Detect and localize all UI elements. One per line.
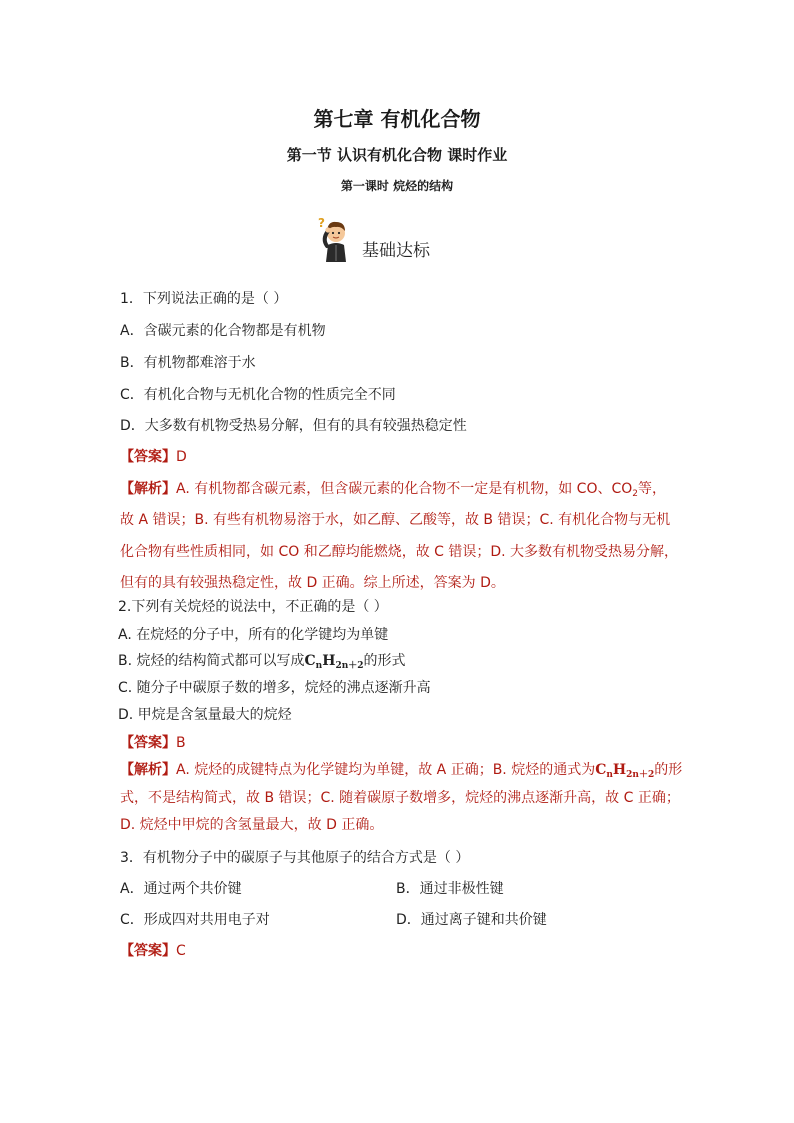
alkane-formula: $C_nH_{2n+2}$ bbox=[304, 653, 364, 671]
thinking-boy-icon bbox=[314, 215, 360, 263]
analysis-label: 【解析】 bbox=[120, 481, 176, 497]
answer-value: B bbox=[176, 735, 186, 751]
answer-label: 【答案】 bbox=[120, 943, 176, 959]
q2-analysis-line-3: D. 烷烃中甲烷的含氢量最大，故 D 正确。 bbox=[120, 817, 384, 833]
alkane-formula: $C_nH_{2n+2}$ bbox=[595, 762, 655, 780]
q2-analysis-line-2: 式，不是结构简式，故 B 错误；C. 随着碳原子数增多，烷烃的沸点逐渐升高，故 C 正确； bbox=[120, 790, 680, 806]
q1-answer bbox=[120, 446, 187, 466]
answer-value: D bbox=[176, 449, 187, 465]
svg-text:?: ? bbox=[318, 216, 325, 230]
q1-option-b: B．有机物都难溶于水 bbox=[120, 355, 256, 371]
q1-analysis-line-4: 但有的具有较强热稳定性，故 D 正确。综上所述，答案为 D。 bbox=[120, 575, 505, 591]
badge-label: 基础达标 bbox=[362, 241, 430, 261]
q1-option-d: D．大多数有机物受热易分解，但有的具有较强热稳定性 bbox=[120, 418, 467, 434]
q2-option-d: D. 甲烷是含氢量最大的烷烃 bbox=[118, 707, 292, 723]
analysis-label: 【解析】 bbox=[120, 762, 176, 778]
q1-analysis-line-1: 【解析】A. 有机物都含碳元素，但含碳元素的化合物不一定是有机物，如 CO、$CO_2$等， bbox=[120, 481, 667, 499]
q1-option-c: C．有机化合物与无机化合物的性质完全不同 bbox=[120, 387, 396, 403]
q2-option-b: B. 烷烃的结构简式都可以写成$C_nH_{2n+2}$的形式 bbox=[118, 653, 406, 671]
q1-option-a: A．含碳元素的化合物都是有机物 bbox=[120, 323, 326, 339]
chapter-title: 第七章 有机化合物 bbox=[313, 107, 481, 131]
section-badge bbox=[314, 213, 430, 263]
q3-stem: 3．有机物分子中的碳原子与其他原子的结合方式是（ ） bbox=[120, 850, 470, 866]
answer-label: 【答案】 bbox=[120, 449, 176, 465]
q3-option-b: B．通过非极性键 bbox=[396, 881, 504, 897]
q1-analysis-line-3: 化合物有些性质相同，如 CO 和乙醇均能燃烧，故 C 错误；D. 大多数有机物受热易分解， bbox=[120, 544, 679, 560]
q1-analysis-line-2: 故 A 错误；B. 有些有机物易溶于水，如乙醇、乙酸等，故 B 错误；C. 有机化合物与无机 bbox=[120, 512, 671, 528]
q2-answer bbox=[120, 732, 186, 752]
q1-stem: 1．下列说法正确的是（ ） bbox=[120, 291, 288, 307]
answer-label: 【答案】 bbox=[120, 735, 176, 751]
section-title: 第一节 认识有机化合物 课时作业 bbox=[286, 146, 508, 164]
q3-option-d: D．通过离子键和共价键 bbox=[396, 912, 547, 928]
q2-stem: 2.下列有关烷烃的说法中，不正确的是（ ） bbox=[118, 599, 388, 615]
q2-analysis-line-1: 【解析】A. 烷烃的成键特点为化学键均为单键，故 A 正确；B. 烷烃的通式为$C_nH_{2n+2}$的形 bbox=[120, 762, 683, 780]
q2-option-a: A. 在烷烃的分子中，所有的化学键均为单键 bbox=[118, 627, 389, 643]
lesson-title: 第一课时 烷烃的结构 bbox=[340, 179, 454, 193]
q3-option-a: A．通过两个共价键 bbox=[120, 881, 242, 897]
q2-option-c: C. 随分子中碳原子数的增多，烷烃的沸点逐渐升高 bbox=[118, 680, 431, 696]
q3-option-c: C．形成四对共用电子对 bbox=[120, 912, 270, 928]
answer-value: C bbox=[176, 943, 186, 959]
q3-answer bbox=[120, 940, 186, 960]
